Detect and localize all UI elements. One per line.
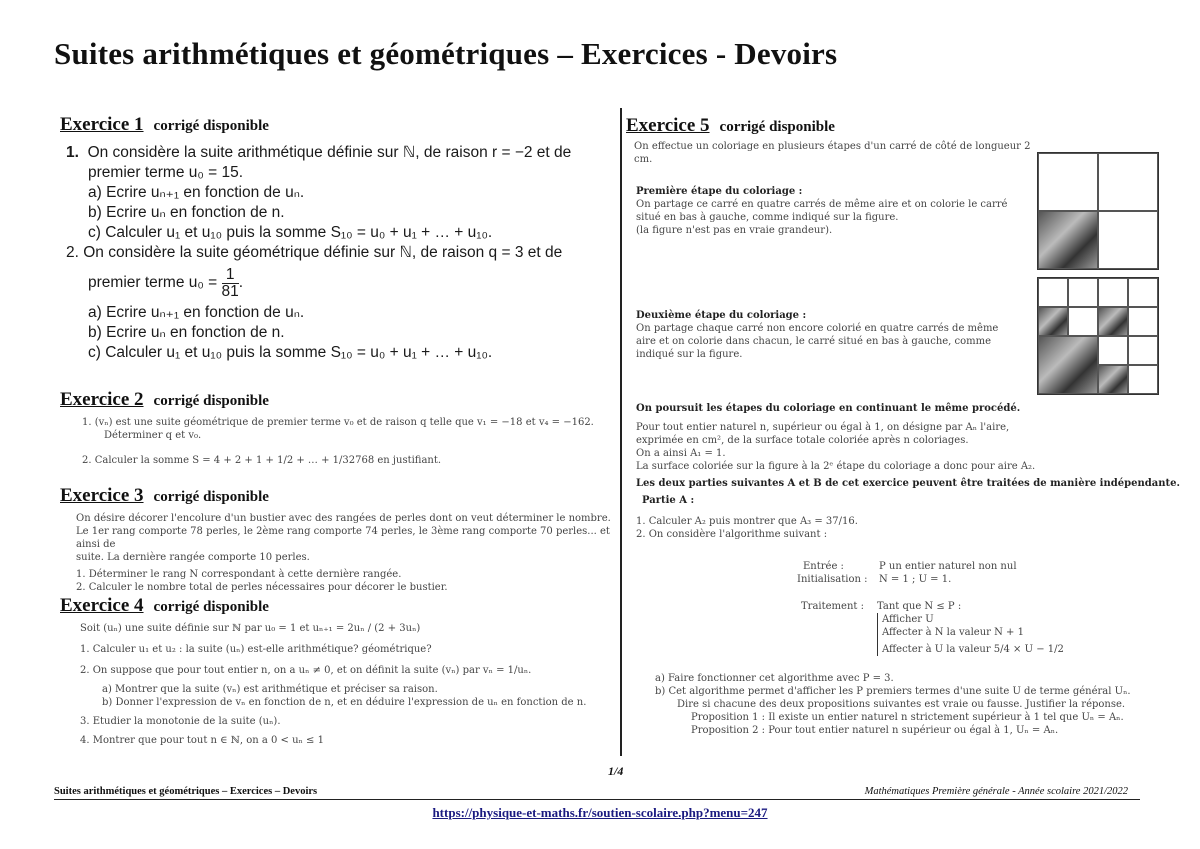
ex5-p3: exprimée en cm², de la surface totale coloriée après n coloriages. (636, 435, 969, 446)
ex1-q1-b: b) Ecrire uₙ en fonction de n. (88, 204, 285, 221)
exercise-4-body (80, 622, 614, 747)
ex5-b-a: a) Faire fonctionner cet algorithme avec P = 3. (655, 673, 894, 684)
ex5-step2 (636, 309, 1026, 361)
exercise-1-heading (60, 114, 269, 136)
figure-step1-cell (1098, 211, 1158, 269)
alg-init-value: N = 1 ; U = 1. (879, 574, 952, 585)
exercise-3-title: Exercice 3 (60, 485, 144, 506)
ex5-a2: 2. On considère l'algorithme suivant : (636, 529, 828, 540)
ex1-q2-b: b) Ecrire uₙ en fonction de n. (88, 324, 285, 341)
exercise-4-heading (60, 595, 269, 617)
alg-t2: Afficher U (882, 614, 934, 625)
exercise-3-body (76, 512, 614, 594)
page-title: Suites arithmétiques et géométriques – Exercices - Devoirs (54, 36, 838, 71)
alg-t4: Affecter à U la valeur 5/4 × U − 1/2 (882, 644, 1064, 655)
ex5-step2-line3: indiqué sur la figure. (636, 349, 743, 360)
ex5-step2-title: Deuxième étape du coloriage : (636, 310, 807, 321)
ex5-b-b: b) Cet algorithme permet d'afficher les P premiers termes d'une suite U de terme général Uₙ. (655, 686, 1131, 697)
ex4-line1: Soit (uₙ) une suite définie sur ℕ par u₀ = 1 et uₙ₊₁ = 2uₙ / (2 + 3uₙ) (80, 623, 421, 634)
ex4-line2: 1. Calculer u₁ et u₂ : la suite (uₙ) est-elle arithmétique? géométrique? (80, 644, 432, 655)
exercise-1-title: Exercice 1 (60, 114, 144, 135)
exercise-2-body (82, 416, 612, 467)
ex5-intro: On effectue un coloriage en plusieurs étapes d'un carré de côté de longueur 2 cm. (634, 141, 1031, 165)
figure-step1-colored-cell (1038, 211, 1098, 269)
figure-step1-cell (1098, 153, 1158, 211)
ex1-q2-line1: 2. On considère la suite géométrique définie sur ℕ, de raison q = 3 et de (66, 244, 563, 261)
ex2-line1: 1. (vₙ) est une suite géométrique de premier terme v₀ et de raison q telle que v₁ = −18 et v₄ = −162. (82, 417, 594, 428)
ex3-line1: On désire décorer l'encolure d'un bustier avec des rangées de perles dont on veut déterminer le nombre. (76, 513, 611, 524)
ex4-line4: a) Montrer que la suite (vₙ) est arithmétique et préciser sa raison. (102, 684, 438, 695)
alg-entree-label: Entrée : (803, 561, 844, 572)
exercise-2-heading (60, 389, 269, 411)
ex5-step1-title: Première étape du coloriage : (636, 186, 803, 197)
alg-trait-label: Traitement : (801, 601, 864, 612)
ex5-p4: On a ainsi A₁ = 1. (636, 448, 726, 459)
ex5-step2-line1: On partage chaque carré non encore colorié en quatre carrés de même (636, 323, 999, 334)
ex1-q2-a: a) Ecrire uₙ₊₁ en fonction de uₙ. (88, 304, 305, 321)
algorithm (797, 560, 1097, 656)
exercise-5-heading (626, 115, 835, 137)
ex1-q2-c: c) Calculer u₁ et u₁₀ puis la somme S₁₀ = u₀ + u₁ + … + u₁₀. (88, 344, 493, 361)
exercise-3-heading (60, 485, 269, 507)
exercise-1-corrige: corrigé disponible (153, 118, 269, 134)
footer-right: Mathématiques Première générale - Année scolaire 2021/2022 (864, 786, 1128, 797)
ex5-p6: Les deux parties suivantes A et B de cet exercice peuvent être traitées de manière indépendante. (636, 478, 1180, 489)
alg-entree-value: P un entier naturel non nul (879, 561, 1017, 572)
ex5-step1-line3: (la figure n'est pas en vraie grandeur). (636, 225, 833, 236)
ex4-line7: 4. Montrer que pour tout n ∈ ℕ, on a 0 < uₙ ≤ 1 (80, 735, 324, 746)
ex3-line4: 1. Déterminer le rang N correspondant à cette dernière rangée. (76, 569, 402, 580)
ex4-line3: 2. On suppose que pour tout entier n, on a uₙ ≠ 0, et on définit la suite (vₙ) par vₙ = 1/uₙ. (80, 665, 532, 676)
figure-step1 (1037, 152, 1159, 270)
ex5-questions (655, 672, 1185, 737)
exercise-1-body: 1. On considère la suite arithmétique définie sur ℕ, de raison r = −2 et de premier terme u₀ = 15. a) Ecrire uₙ₊₁ en fonction de uₙ. b) Ecrire uₙ en fonction de n. c) Calculer u₁ et u₁₀ puis la somme S₁₀ = u₀ + u₁ + … + u₁₀. 2. On considère la suite géométrique définie sur ℕ, de raison q = 3 et de premier terme u₀ = $\frac{1}{81}$ . a) Ecrire uₙ₊₁ en fonction de uₙ. b) Ecrire uₙ en fonction de n. c) Calculer u₁ et u₁₀ puis la somme S₁₀ = u₀ + u₁ + … + u₁₀. (66, 143, 614, 363)
exercise-4-title: Exercice 4 (60, 595, 144, 616)
ex1-q1-a: a) Ecrire uₙ₊₁ en fonction de uₙ. (88, 184, 305, 201)
exercise-3-corrige: corrigé disponible (153, 489, 269, 505)
exercise-5-title: Exercice 5 (626, 115, 710, 136)
exercise-4-corrige: corrigé disponible (153, 599, 269, 615)
ex5-step1-line2: situé en bas à gauche, comme indiqué sur la figure. (636, 212, 899, 223)
column-separator (620, 108, 622, 756)
ex5-prop2: Proposition 2 : Pour tout entier naturel n supérieur ou égal à 1, Uₙ = Aₙ. (691, 725, 1059, 736)
ex1-q1-line2: premier terme u₀ = 15. (88, 164, 244, 181)
ex5-step1-line1: On partage ce carré en quatre carrés de même aire et on colorie le carré (636, 199, 1008, 210)
ex5-step2-line2: aire et on colorie dans chacun, le carré situé en bas à gauche, comme (636, 336, 992, 347)
ex5-main-text (636, 402, 1181, 541)
ex3-line2: Le 1er rang comporte 78 perles, le 2ème rang comporte 74 perles, le 3ème rang comporte 70 perles... et ainsi de (76, 526, 610, 550)
alg-t3: Affecter à N la valeur N + 1 (882, 627, 1024, 638)
ex1-q1-line1: On considère la suite arithmétique définie sur ℕ, de raison r = −2 et de (87, 144, 572, 161)
ex5-prop1: Proposition 1 : Il existe un entier naturel n strictement supérieur à 1 tel que Uₙ = Aₙ. (691, 712, 1124, 723)
ex4-line6: 3. Etudier la monotonie de la suite (uₙ). (80, 716, 281, 727)
ex5-step1 (636, 185, 1026, 237)
ex2-line3: 2. Calculer la somme S = 4 + 2 + 1 + 1/2 + … + 1/32768 en justifiant. (82, 455, 442, 466)
ex3-line5: 2. Calculer le nombre total de perles nécessaires pour décorer le bustier. (76, 582, 448, 593)
alg-init-label: Initialisation : (797, 574, 868, 585)
exercise-5-corrige: corrigé disponible (719, 119, 835, 135)
ex1-q1-c: c) Calculer u₁ et u₁₀ puis la somme S₁₀ = u₀ + u₁ + … + u₁₀. (88, 224, 493, 241)
exercise-2-title: Exercice 2 (60, 389, 144, 410)
exercise-2-corrige: corrigé disponible (153, 393, 269, 409)
ex1-q2-line2: premier terme u₀ = (88, 274, 218, 292)
footer-left: Suites arithmétiques et géométriques – Exercices – Devoirs (54, 786, 318, 797)
ex1-q2-fraction: $\frac{1}{81}$ (221, 266, 239, 300)
ex5-p1: On poursuit les étapes du coloriage en continuant le même procédé. (636, 403, 1021, 414)
ex5-partA: Partie A : (642, 495, 695, 506)
ex2-line2: Déterminer q et v₀. (104, 430, 202, 441)
footer-rule (54, 799, 1140, 800)
alg-t1: Tant que N ≤ P : (877, 601, 962, 612)
ex4-line5: b) Donner l'expression de vₙ en fonction de n, et en déduire l'expression de uₙ en fonction de n. (102, 697, 587, 708)
ex5-a1: 1. Calculer A₂ puis montrer que A₃ = 37/16. (636, 516, 858, 527)
source-link[interactable]: https://physique-et-maths.fr/soutien-scolaire.php?menu=247 (432, 805, 768, 820)
figure-step2 (1037, 277, 1159, 395)
ex5-p5: La surface coloriée sur la figure à la 2ᵉ étape du coloriage a donc pour aire A₂. (636, 461, 1036, 472)
ex5-b-c: Dire si chacune des deux propositions suivantes est vraie ou fausse. Justifier la réponse. (677, 699, 1126, 710)
figure-step1-cell (1038, 153, 1098, 211)
ex3-line3: suite. La dernière rangée comporte 10 perles. (76, 552, 310, 563)
ex5-p2: Pour tout entier naturel n, supérieur ou égal à 1, on désigne par Aₙ l'aire, (636, 422, 1010, 433)
page-number: 1/4 (608, 764, 624, 778)
